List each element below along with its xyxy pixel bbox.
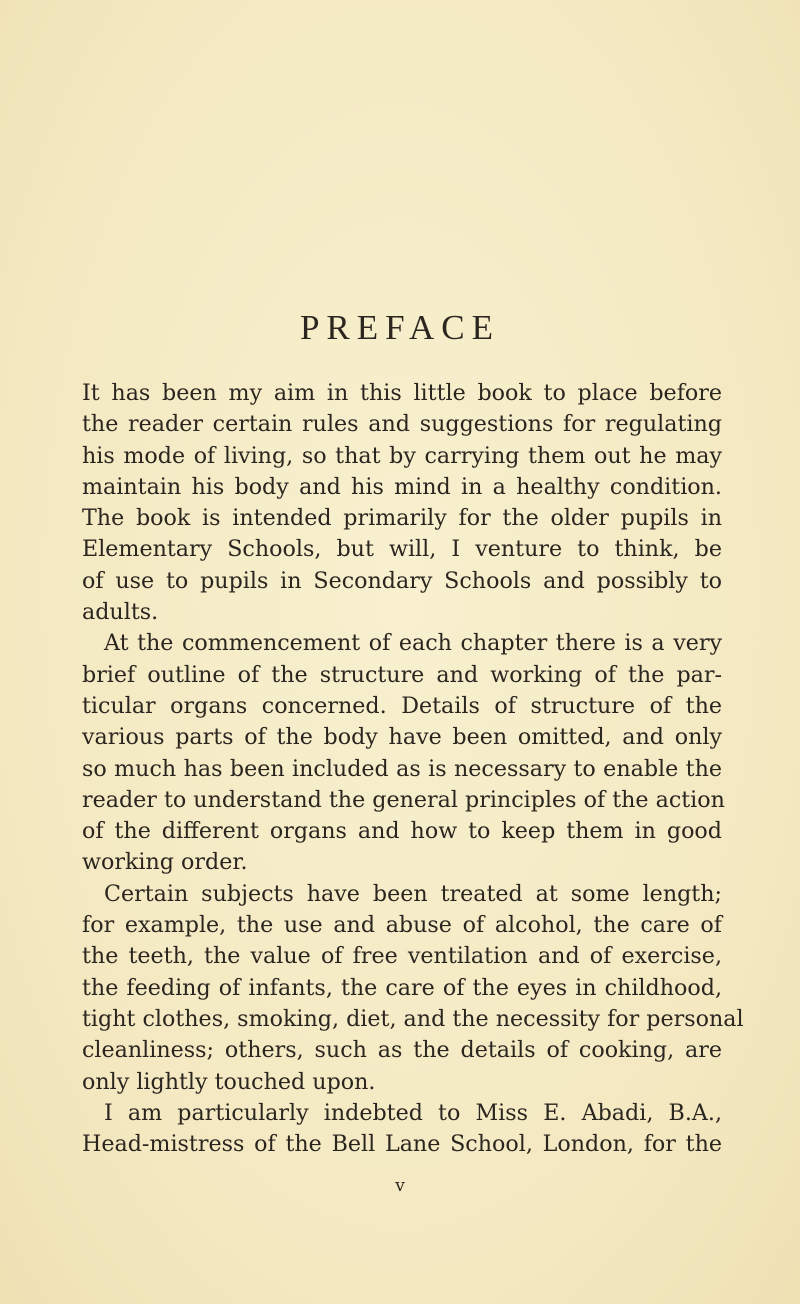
text-line: tight clothes, smoking, diet, and the necessity for personal [82, 1005, 744, 1032]
text-line: maintain his body and his mind in a healthy condition. [82, 473, 722, 500]
text-line: for example, the use and abuse of alcohol, the care of [82, 912, 722, 939]
text-line: working order. [82, 849, 248, 876]
text-line: cleanliness; others, such as the details of cooking, are [82, 1037, 722, 1064]
text-line: the teeth, the value of free ventilation and of exercise, [82, 943, 722, 970]
text-line: Certain subjects have been treated at some length; [104, 880, 722, 907]
text-line: the reader certain rules and suggestions for regulating [82, 411, 722, 438]
preface-body [82, 378, 744, 1160]
text-line: At the commencement of each chapter there is a very [104, 630, 722, 657]
text-line: the feeding of infants, the care of the eyes in childhood, [82, 974, 722, 1001]
text-line: ticular organs concerned. Details of structure of the [82, 692, 722, 719]
page-title: PREFACE [299, 308, 501, 347]
text-line: only lightly touched upon. [82, 1068, 376, 1095]
text-line: his mode of living, so that by carrying them out he may [82, 442, 722, 469]
text-line: The book is intended primarily for the older pupils in [82, 505, 722, 532]
text-line: It has been my aim in this little book to place before [82, 380, 722, 406]
text-line: Elementary Schools, but will, I venture to think, be [82, 536, 722, 563]
page-number: v [395, 1176, 405, 1196]
text-line: Head-mistress of the Bell Lane School, London, for the [82, 1131, 722, 1158]
text-line: adults. [82, 599, 159, 626]
text-line: various parts of the body have been omitted, and only [82, 724, 722, 751]
text-line: of the different organs and how to keep them in good [82, 818, 722, 845]
text-line: of use to pupils in Secondary Schools and possibly to [82, 567, 722, 594]
text-line: so much has been included as is necessary to enable the [82, 755, 722, 782]
text-line: I am particularly indebted to Miss E. Abadi, B.A., [104, 1099, 722, 1126]
text-line: reader to understand the general principles of the action [82, 786, 725, 813]
text-line: brief outline of the structure and working of the par- [82, 661, 722, 688]
